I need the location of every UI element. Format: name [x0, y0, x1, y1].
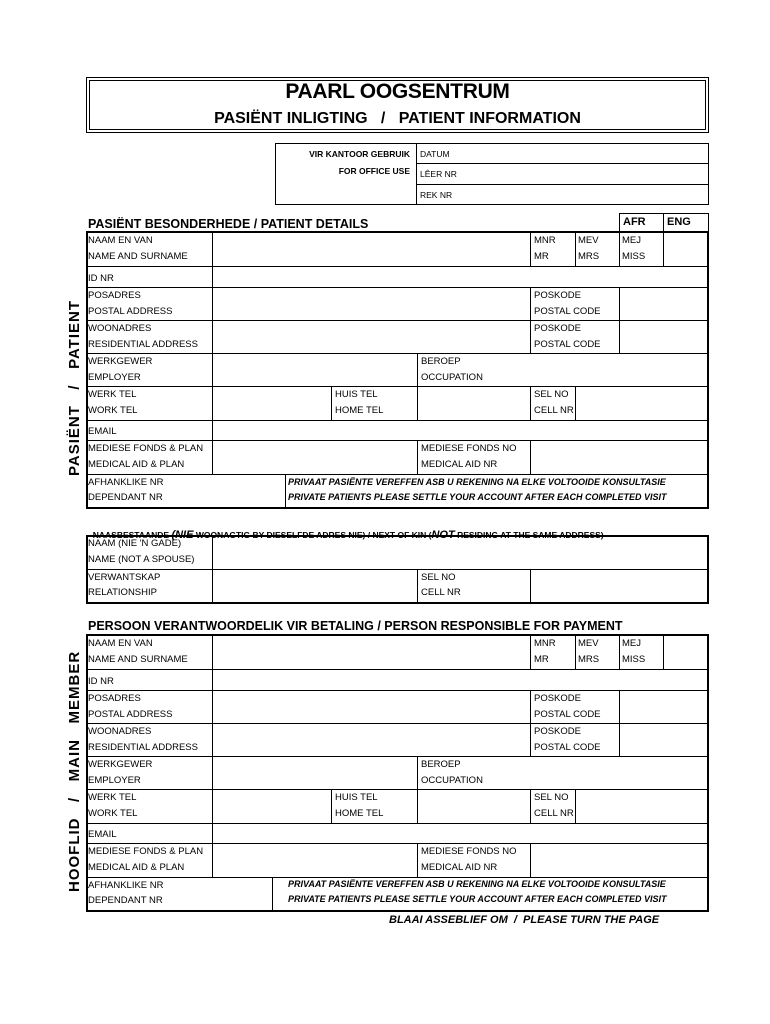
next-of-kin-heading: NAASBESTAANDE (NIE WOONAGTIG BY DIESELFDE ADRES NIE) / NEXT OF KIN (NOT RESIDING AT THE SAME ADDRESS) — [92, 529, 604, 541]
payer-res-input[interactable] — [213, 724, 529, 755]
patient-details-heading: PASIËNT BESONDERHEDE / PATIENT DETAILS — [88, 217, 369, 231]
patient-medaid-nr-label-afr: MEDIESE FONDS NO — [421, 443, 517, 454]
lang-afr-option[interactable]: AFR — [623, 216, 646, 228]
payer-email-input[interactable] — [213, 824, 707, 842]
payer-title-mej[interactable]: MEJ — [622, 638, 641, 649]
patient-email-input[interactable] — [213, 421, 707, 439]
patient-worktel-label-eng: WORK TEL — [88, 405, 138, 416]
payer-email-label: EMAIL — [88, 829, 117, 840]
side-label-main-member: HOOFLID / MAIN MEMBER — [66, 650, 83, 892]
side-label-patient: PASIËNT / PATIENT — [66, 299, 83, 476]
payer-hometel-label-eng: HOME TEL — [335, 808, 384, 819]
page-title: PAARL OOGSENTRUM — [285, 80, 510, 103]
patient-medaid-nr-input[interactable] — [531, 441, 707, 473]
patient-id-label: ID NR — [88, 273, 114, 284]
payer-name-input[interactable] — [213, 635, 529, 668]
patient-cell-input[interactable] — [576, 387, 707, 419]
payer-title-mnr[interactable]: MNR — [534, 638, 556, 649]
payer-postal-label-eng: POSTAL ADDRESS — [88, 709, 173, 720]
patient-worktel-input[interactable] — [213, 387, 330, 419]
payer-medaid-input[interactable] — [213, 844, 416, 876]
payer-id-input[interactable] — [213, 670, 707, 689]
patient-worktel-label-afr: WERK TEL — [88, 389, 137, 400]
payer-medaid-nr-input[interactable] — [531, 844, 707, 876]
patient-res-input[interactable] — [213, 321, 529, 352]
patient-title-mej[interactable]: MEJ — [622, 235, 641, 246]
patient-postal-input[interactable] — [213, 288, 529, 319]
kin-relationship-label-eng: RELATIONSHIP — [88, 587, 157, 598]
patient-res-label-eng: RESIDENTIAL ADDRESS — [88, 339, 198, 350]
payer-medaid-label-eng: MEDICAL AID & PLAN — [88, 862, 185, 873]
patient-name-label-eng: NAME AND SURNAME — [88, 251, 188, 262]
patient-title-mev[interactable]: MEV — [578, 235, 599, 246]
payer-hometel-label-afr: HUIS TEL — [335, 792, 378, 803]
payer-postal-label-afr: POSADRES — [88, 693, 141, 704]
patient-dependant-label-afr: AFHANKLIKE NR — [88, 477, 164, 488]
office-use-label-eng: FOR OFFICE USE — [338, 166, 410, 176]
datum-field[interactable]: DATUM — [420, 149, 450, 159]
payer-worktel-label-afr: WERK TEL — [88, 792, 137, 803]
patient-name-input[interactable] — [213, 232, 529, 265]
payer-postal-code2-label: POSTAL CODE — [534, 742, 601, 753]
patient-name-label-afr: NAAM EN VAN — [88, 235, 153, 246]
patient-employer-label-afr: WERKGEWER — [88, 356, 153, 367]
payer-private-note-afr: PRIVAAT PASIËNTE VEREFFEN ASB U REKENING NA ELKE VOLTOOIDE KONSULTASIE — [288, 879, 666, 889]
payer-private-note-eng: PRIVATE PATIENTS PLEASE SETTLE YOUR ACCOUNT AFTER EACH COMPLETED VISIT — [288, 894, 667, 904]
patient-postal-code1-label: POSTAL CODE — [534, 306, 601, 317]
page-subtitle: PASIËNT INLIGTING / PATIENT INFORMATION — [214, 110, 581, 127]
patient-medaid-label-afr: MEDIESE FONDS & PLAN — [88, 443, 204, 454]
turn-page-note: BLAAI ASSEBLIEF OM / PLEASE TURN THE PAGE — [389, 914, 660, 926]
payer-res-label-afr: WOONADRES — [88, 726, 152, 737]
lang-eng-option[interactable]: ENG — [667, 216, 691, 228]
patient-private-note-afr: PRIVAAT PASIËNTE VEREFFEN ASB U REKENING NA ELKE VOLTOOIDE KONSULTASIE — [288, 477, 666, 487]
payer-cell-label-afr: SEL NO — [534, 792, 569, 803]
payer-poskode1-label: POSKODE — [534, 693, 581, 704]
patient-title-mr[interactable]: MR — [534, 251, 549, 262]
patient-hometel-label-afr: HUIS TEL — [335, 389, 378, 400]
payer-postal-code1-input[interactable] — [620, 691, 707, 722]
payer-dependant-label-eng: DEPENDANT NR — [88, 895, 163, 906]
payer-title-mev[interactable]: MEV — [578, 638, 599, 649]
patient-res-label-afr: WOONADRES — [88, 323, 152, 334]
patient-poskode1-label: POSKODE — [534, 290, 581, 301]
patient-title-mrs[interactable]: MRS — [578, 251, 600, 262]
account-number-field[interactable]: REK NR — [420, 190, 453, 200]
kin-cell-input[interactable] — [531, 570, 707, 602]
patient-postal-label-afr: POSADRES — [88, 290, 141, 301]
payer-postal-input[interactable] — [213, 691, 529, 722]
payer-dependant-label-afr: AFHANKLIKE NR — [88, 880, 164, 891]
patient-email-label: EMAIL — [88, 426, 117, 437]
patient-id-input[interactable] — [213, 267, 707, 286]
payer-name-label-afr: NAAM EN VAN — [88, 638, 153, 649]
kin-name-label-eng: NAME (NOT A SPOUSE) — [88, 554, 195, 565]
payer-postal-code2-input[interactable] — [620, 724, 707, 755]
payer-medaid-nr-label-eng: MEDICAL AID NR — [421, 862, 498, 873]
patient-hometel-label-eng: HOME TEL — [335, 405, 384, 416]
patient-hometel-input[interactable] — [418, 387, 529, 419]
payer-name-label-eng: NAME AND SURNAME — [88, 654, 188, 665]
patient-postal-code2-input[interactable] — [620, 321, 707, 352]
office-use-label-afr: VIR KANTOOR GEBRUIK — [309, 149, 410, 159]
patient-medaid-label-eng: MEDICAL AID & PLAN — [88, 459, 185, 470]
payer-cell-input[interactable] — [576, 790, 707, 822]
payer-title-mrs[interactable]: MRS — [578, 654, 600, 665]
patient-title-mnr[interactable]: MNR — [534, 235, 556, 246]
payer-occupation-label-afr: BEROEP — [421, 759, 461, 770]
payer-cell-label-eng: CELL NR — [534, 808, 574, 819]
payer-title-mr[interactable]: MR — [534, 654, 549, 665]
payer-poskode2-label: POSKODE — [534, 726, 581, 737]
payer-medaid-label-afr: MEDIESE FONDS & PLAN — [88, 846, 204, 857]
patient-cell-label-eng: CELL NR — [534, 405, 574, 416]
patient-occupation-label-eng: OCCUPATION — [421, 372, 483, 383]
kin-relationship-label-afr: VERWANTSKAP — [88, 572, 161, 583]
payer-id-label: ID NR — [88, 676, 114, 687]
file-number-field[interactable]: LÊER NR — [420, 169, 457, 179]
payer-worktel-input[interactable] — [213, 790, 330, 822]
kin-relationship-input[interactable] — [213, 570, 416, 602]
kin-name-input[interactable] — [213, 537, 707, 568]
kin-cell-label-afr: SEL NO — [421, 572, 456, 583]
payer-title-miss[interactable]: MISS — [622, 654, 646, 665]
patient-dependant-label-eng: DEPENDANT NR — [88, 492, 163, 503]
patient-dependant-input[interactable] — [213, 475, 284, 507]
payer-medaid-nr-label-afr: MEDIESE FONDS NO — [421, 846, 517, 857]
payer-res-label-eng: RESIDENTIAL ADDRESS — [88, 742, 198, 753]
patient-title-miss[interactable]: MISS — [622, 251, 646, 262]
patient-medaid-input[interactable] — [213, 441, 416, 473]
kin-cell-label-eng: CELL NR — [421, 587, 461, 598]
payer-postal-code1-label: POSTAL CODE — [534, 709, 601, 720]
payer-employer-label-afr: WERKGEWER — [88, 759, 153, 770]
payer-employer-label-eng: EMPLOYER — [88, 775, 141, 786]
payer-details-heading: PERSOON VERANTWOORDELIK VIR BETALING / PERSON RESPONSIBLE FOR PAYMENT — [88, 619, 623, 633]
patient-cell-label-afr: SEL NO — [534, 389, 569, 400]
patient-medaid-nr-label-eng: MEDICAL AID NR — [421, 459, 498, 470]
payer-worktel-label-eng: WORK TEL — [88, 808, 138, 819]
patient-employer-label-eng: EMPLOYER — [88, 372, 141, 383]
payer-occupation-label-eng: OCCUPATION — [421, 775, 483, 786]
payer-employer-input[interactable] — [213, 757, 416, 788]
patient-poskode2-label: POSKODE — [534, 323, 581, 334]
patient-employer-input[interactable] — [213, 354, 416, 385]
patient-postal-label-eng: POSTAL ADDRESS — [88, 306, 173, 317]
patient-private-note-eng: PRIVATE PATIENTS PLEASE SETTLE YOUR ACCOUNT AFTER EACH COMPLETED VISIT — [288, 492, 667, 502]
kin-name-label-afr: NAAM (NIE 'N GADE) — [88, 538, 182, 549]
payer-hometel-input[interactable] — [418, 790, 529, 822]
patient-postal-code1-input[interactable] — [620, 288, 707, 319]
payer-dependant-input[interactable] — [213, 878, 271, 910]
patient-postal-code2-label: POSTAL CODE — [534, 339, 601, 350]
patient-occupation-label-afr: BEROEP — [421, 356, 461, 367]
